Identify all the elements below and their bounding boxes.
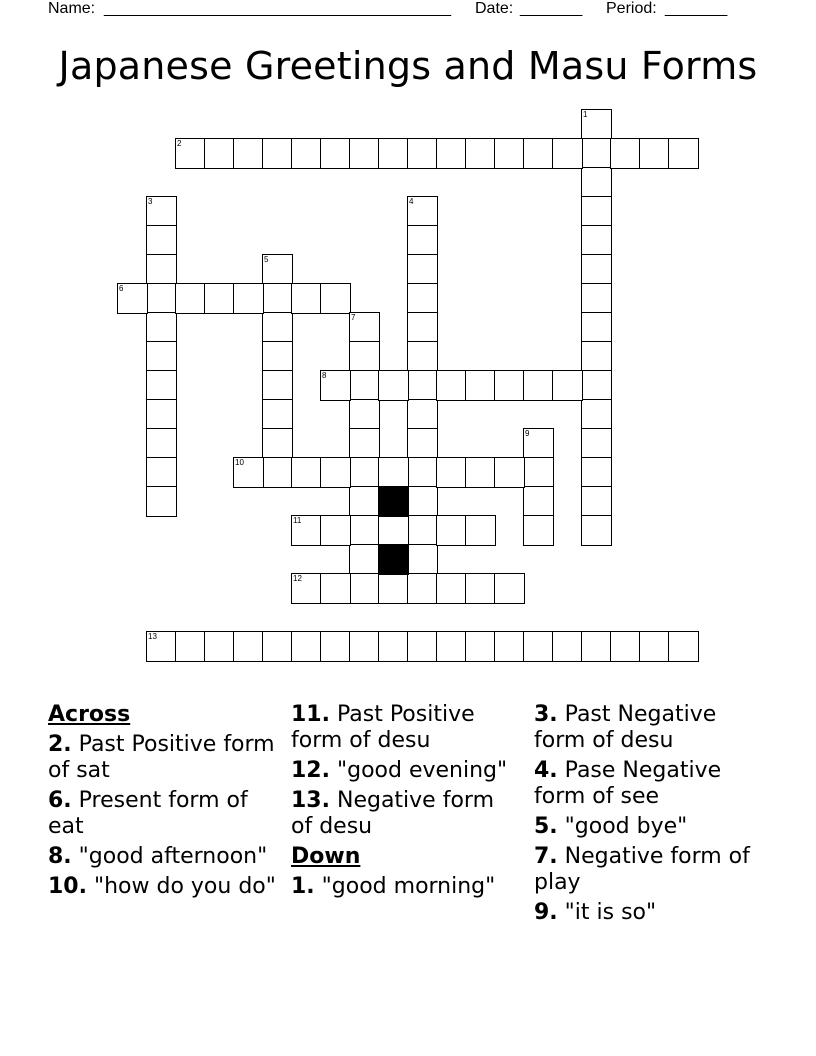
clue-across-13	[291, 788, 521, 840]
grid-cell[interactable]	[146, 341, 177, 372]
grid-block	[378, 544, 409, 575]
cell-number: 1	[583, 110, 588, 119]
cell-number: 3	[148, 197, 153, 206]
clue-across-11	[291, 702, 521, 754]
grid-cell[interactable]	[494, 138, 525, 169]
grid-cell[interactable]	[146, 457, 177, 488]
clue-across-12	[291, 758, 521, 784]
grid-cell[interactable]	[581, 341, 612, 372]
date-label: Date:	[475, 0, 514, 17]
grid-cell[interactable]	[523, 515, 554, 546]
grid-cell[interactable]	[262, 457, 293, 488]
clue-down-3	[534, 702, 764, 754]
clue-across-10	[48, 874, 278, 900]
grid-cell[interactable]	[407, 457, 438, 488]
grid-cell[interactable]	[581, 457, 612, 488]
grid-cell[interactable]	[523, 486, 554, 517]
clue-text: Negative form of play	[534, 844, 750, 895]
grid-cell[interactable]	[523, 138, 554, 169]
grid-cell[interactable]	[233, 631, 264, 662]
clue-across-8	[48, 844, 278, 870]
grid-cell[interactable]	[146, 370, 177, 401]
grid-cell[interactable]	[407, 370, 438, 401]
clue-number: 4.	[534, 758, 558, 783]
grid-cell[interactable]	[581, 515, 612, 546]
clue-text: Present form of eat	[48, 788, 248, 839]
grid-cell[interactable]	[262, 138, 293, 169]
grid-cell[interactable]	[523, 428, 554, 459]
grid-cell[interactable]	[581, 138, 612, 169]
cell-number: 9	[525, 429, 530, 438]
cell-number: 4	[409, 197, 414, 206]
grid-cell[interactable]	[262, 428, 293, 459]
grid-cell[interactable]	[291, 457, 322, 488]
grid-cell[interactable]	[494, 631, 525, 662]
cell-number: 2	[177, 139, 182, 148]
date-field[interactable]: _______	[520, 0, 583, 17]
period-field[interactable]: _______	[665, 0, 728, 17]
grid-cell[interactable]	[146, 254, 177, 285]
grid-cell[interactable]	[320, 515, 351, 546]
grid-cell[interactable]	[465, 631, 496, 662]
clue-column-2	[291, 702, 521, 904]
grid-cell[interactable]	[407, 544, 438, 575]
grid-cell[interactable]	[610, 631, 641, 662]
cell-number: 11	[293, 516, 302, 525]
across-heading: Across	[48, 702, 131, 727]
grid-cell[interactable]	[465, 457, 496, 488]
cell-number: 8	[322, 371, 327, 380]
clue-number: 1.	[291, 874, 315, 899]
grid-cell[interactable]	[407, 631, 438, 662]
clue-text: Past Negative form of desu	[534, 702, 717, 753]
down-heading: Down	[291, 844, 361, 869]
grid-cell[interactable]	[349, 631, 380, 662]
grid-cell[interactable]	[581, 109, 612, 140]
clue-number: 9.	[534, 900, 558, 925]
grid-cell[interactable]	[610, 138, 641, 169]
grid-cell[interactable]	[378, 631, 409, 662]
grid-cell[interactable]	[291, 631, 322, 662]
cell-number: 6	[119, 284, 124, 293]
grid-cell[interactable]	[146, 631, 177, 662]
name-label: Name:	[48, 0, 96, 17]
clue-number: 7.	[534, 844, 558, 869]
grid-cell[interactable]	[175, 631, 206, 662]
grid-cell[interactable]	[581, 225, 612, 256]
grid-cell[interactable]	[407, 428, 438, 459]
cell-number: 7	[351, 313, 356, 322]
grid-cell[interactable]	[436, 515, 467, 546]
grid-cell[interactable]	[407, 341, 438, 372]
grid-block	[378, 486, 409, 517]
cell-number: 10	[235, 458, 244, 467]
grid-cell[interactable]	[436, 370, 467, 401]
grid-cell[interactable]	[320, 631, 351, 662]
clue-text: Past Positive form of sat	[48, 732, 275, 783]
clue-column-1	[48, 702, 278, 904]
page-title: Japanese Greetings and Masu Forms	[58, 44, 758, 88]
clue-text: "it is so"	[564, 900, 657, 925]
clue-down-5	[534, 814, 764, 840]
clue-down-7	[534, 844, 764, 896]
grid-cell[interactable]	[407, 486, 438, 517]
grid-cell[interactable]	[349, 341, 380, 372]
grid-cell[interactable]	[581, 167, 612, 198]
clue-across-2	[48, 732, 278, 784]
grid-cell[interactable]	[262, 283, 293, 314]
grid-cell[interactable]	[581, 196, 612, 227]
grid-cell[interactable]	[233, 283, 264, 314]
grid-cell[interactable]	[407, 515, 438, 546]
grid-cell[interactable]	[581, 254, 612, 285]
grid-cell[interactable]	[204, 283, 235, 314]
grid-cell[interactable]	[291, 573, 322, 604]
grid-cell[interactable]	[407, 573, 438, 604]
grid-cell[interactable]	[581, 428, 612, 459]
grid-cell[interactable]	[581, 283, 612, 314]
grid-cell[interactable]	[291, 283, 322, 314]
grid-cell[interactable]	[436, 138, 467, 169]
grid-cell[interactable]	[233, 457, 264, 488]
grid-cell[interactable]	[668, 138, 699, 169]
grid-cell[interactable]	[349, 138, 380, 169]
grid-cell[interactable]	[378, 457, 409, 488]
grid-cell[interactable]	[581, 631, 612, 662]
cell-number: 12	[293, 574, 302, 583]
grid-cell[interactable]	[378, 370, 409, 401]
grid-cell[interactable]	[262, 254, 293, 285]
grid-cell[interactable]	[233, 138, 264, 169]
grid-cell[interactable]	[668, 631, 699, 662]
grid-cell[interactable]	[523, 457, 554, 488]
grid-cell[interactable]	[175, 283, 206, 314]
grid-cell[interactable]	[465, 573, 496, 604]
grid-cell[interactable]	[523, 631, 554, 662]
clue-number: 10.	[48, 874, 87, 899]
grid-cell[interactable]	[407, 138, 438, 169]
clue-number: 2.	[48, 732, 72, 757]
grid-cell[interactable]	[407, 283, 438, 314]
grid-cell[interactable]	[552, 631, 583, 662]
grid-cell[interactable]	[349, 486, 380, 517]
grid-cell[interactable]	[291, 515, 322, 546]
grid-cell[interactable]	[436, 457, 467, 488]
clue-text: Past Positive form of desu	[291, 702, 475, 753]
grid-cell[interactable]	[581, 486, 612, 517]
grid-cell[interactable]	[581, 312, 612, 343]
grid-cell[interactable]	[378, 573, 409, 604]
grid-cell[interactable]	[465, 515, 496, 546]
grid-cell[interactable]	[349, 515, 380, 546]
grid-cell[interactable]	[494, 370, 525, 401]
grid-cell[interactable]	[262, 370, 293, 401]
clue-column-3	[534, 702, 764, 930]
grid-cell[interactable]	[349, 399, 380, 430]
grid-cell[interactable]	[349, 457, 380, 488]
grid-cell[interactable]	[378, 515, 409, 546]
grid-cell[interactable]	[262, 399, 293, 430]
grid-cell[interactable]	[552, 138, 583, 169]
cell-number: 5	[264, 255, 269, 264]
grid-cell[interactable]	[552, 370, 583, 401]
clue-number: 12.	[291, 758, 330, 783]
grid-cell[interactable]	[494, 457, 525, 488]
clue-number: 5.	[534, 814, 558, 839]
name-field[interactable]: _______________________________________	[104, 0, 452, 17]
grid-cell[interactable]	[320, 573, 351, 604]
period-label: Period:	[606, 0, 657, 17]
grid-cell[interactable]	[407, 312, 438, 343]
grid-cell[interactable]	[146, 225, 177, 256]
grid-cell[interactable]	[581, 370, 612, 401]
grid-cell[interactable]	[407, 254, 438, 285]
grid-cell[interactable]	[349, 370, 380, 401]
clue-text: "good afternoon"	[78, 844, 268, 869]
grid-cell[interactable]	[407, 399, 438, 430]
grid-cell[interactable]	[146, 428, 177, 459]
grid-cell[interactable]	[262, 312, 293, 343]
clue-text: Negative form of desu	[291, 788, 495, 839]
grid-cell[interactable]	[320, 457, 351, 488]
grid-cell[interactable]	[175, 138, 206, 169]
clue-number: 3.	[534, 702, 558, 727]
grid-cell[interactable]	[320, 370, 351, 401]
grid-cell[interactable]	[349, 312, 380, 343]
grid-cell[interactable]	[320, 138, 351, 169]
grid-cell[interactable]	[320, 283, 351, 314]
clue-across-6	[48, 788, 278, 840]
clue-down-9	[534, 900, 764, 926]
grid-cell[interactable]	[349, 428, 380, 459]
grid-cell[interactable]	[407, 196, 438, 227]
clue-down-4	[534, 758, 764, 810]
grid-cell[interactable]	[146, 283, 177, 314]
clue-number: 8.	[48, 844, 72, 869]
clue-text: "good bye"	[564, 814, 688, 839]
grid-cell[interactable]	[639, 138, 670, 169]
clue-down-1	[291, 874, 521, 900]
grid-cell[interactable]	[436, 631, 467, 662]
grid-cell[interactable]	[523, 370, 554, 401]
grid-cell[interactable]	[639, 631, 670, 662]
grid-cell[interactable]	[349, 573, 380, 604]
grid-cell[interactable]	[262, 341, 293, 372]
grid-cell[interactable]	[262, 631, 293, 662]
clue-number: 13.	[291, 788, 330, 813]
grid-cell[interactable]	[436, 573, 467, 604]
grid-cell[interactable]	[146, 399, 177, 430]
grid-cell[interactable]	[146, 312, 177, 343]
grid-cell[interactable]	[204, 631, 235, 662]
grid-cell[interactable]	[146, 486, 177, 517]
grid-cell[interactable]	[349, 544, 380, 575]
grid-cell[interactable]	[407, 225, 438, 256]
grid-cell[interactable]	[291, 138, 322, 169]
clue-text: "good evening"	[336, 758, 508, 783]
grid-cell[interactable]	[146, 196, 177, 227]
clue-text: "good morning"	[321, 874, 496, 899]
grid-cell[interactable]	[465, 138, 496, 169]
clue-number: 11.	[291, 702, 330, 727]
clue-text: "how do you do"	[93, 874, 276, 899]
grid-cell[interactable]	[494, 573, 525, 604]
cell-number: 13	[148, 632, 157, 641]
grid-cell[interactable]	[465, 370, 496, 401]
grid-cell[interactable]	[378, 138, 409, 169]
grid-cell[interactable]	[581, 399, 612, 430]
clue-text: Pase Negative form of see	[534, 758, 722, 809]
grid-cell[interactable]	[204, 138, 235, 169]
clue-number: 6.	[48, 788, 72, 813]
grid-cell[interactable]	[117, 283, 148, 314]
